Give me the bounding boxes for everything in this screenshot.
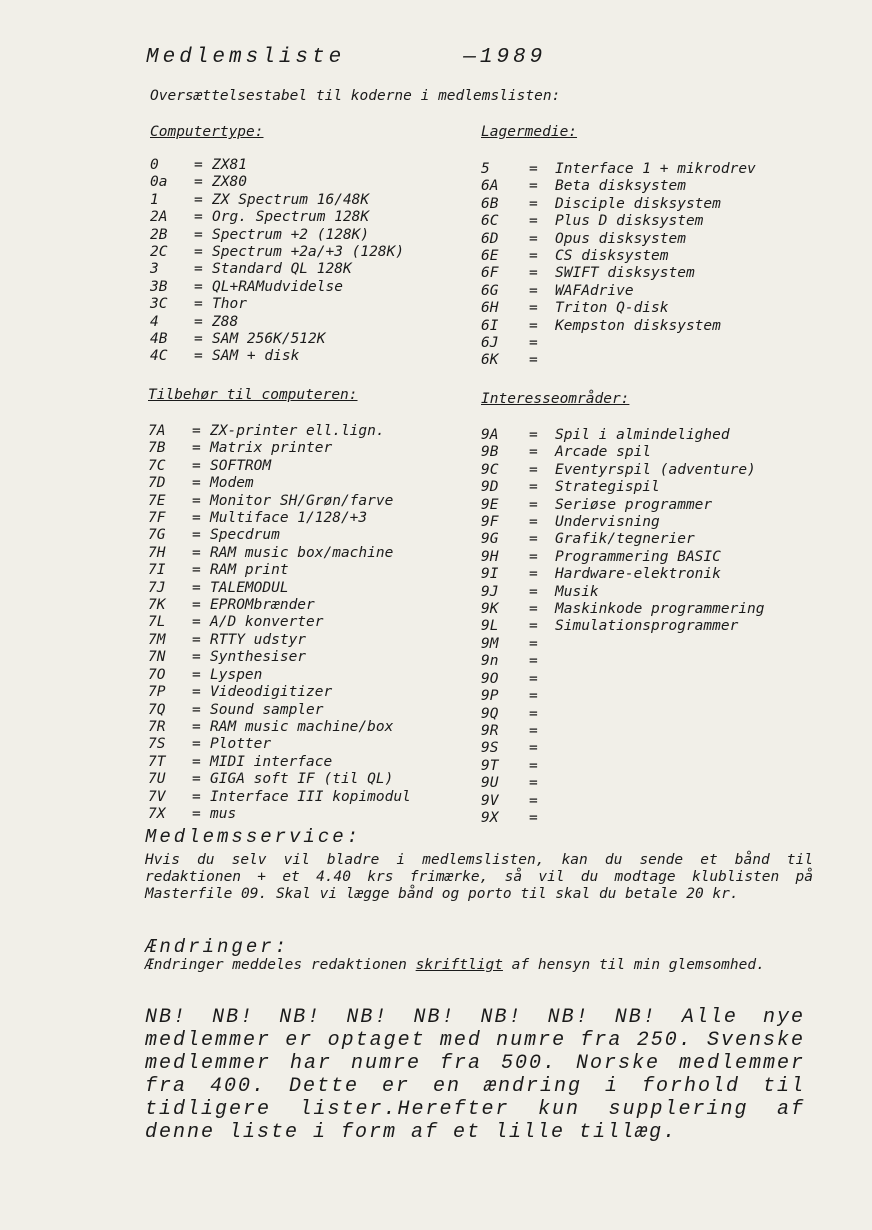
list-item — [481, 740, 765, 757]
item-code: 9M — [481, 635, 499, 652]
list-item — [481, 723, 765, 740]
item-label: GIGA soft IF (til QL) — [210, 771, 394, 788]
item-label: Thor — [212, 296, 247, 313]
item-label: EPROMbrænder — [210, 597, 315, 614]
item-equals: = — [192, 701, 201, 718]
item-code: 7L — [148, 614, 166, 631]
item-code: 7C — [148, 457, 166, 474]
list-item — [148, 510, 411, 527]
list-item — [148, 527, 411, 544]
list-item — [148, 597, 411, 614]
item-code: 6I — [481, 317, 499, 334]
list-item — [481, 213, 756, 230]
item-label: Hardware-elektronik — [555, 566, 721, 583]
item-code: 3 — [150, 261, 159, 278]
item-equals: = — [529, 722, 538, 739]
item-label: Maskinkode programmering — [555, 601, 765, 618]
item-code: 7I — [148, 562, 166, 579]
item-code: 9n — [481, 653, 499, 670]
item-equals: = — [529, 178, 538, 195]
item-code: 9E — [481, 496, 499, 513]
item-code: 6J — [481, 335, 499, 352]
list-item — [481, 444, 765, 461]
list-item — [148, 440, 411, 457]
page-title — [146, 46, 546, 69]
item-equals: = — [529, 444, 538, 461]
list-item — [481, 549, 765, 566]
list-item — [148, 667, 411, 684]
list-item — [481, 497, 765, 514]
list-item — [481, 810, 765, 827]
item-code: 6K — [481, 352, 499, 369]
item-code: 7A — [148, 423, 166, 439]
list-item — [481, 618, 765, 635]
item-code: 4 — [150, 313, 159, 330]
item-label: Sound sampler — [210, 701, 324, 718]
item-label: RTTY udstyr — [210, 631, 307, 648]
item-code: 5 — [481, 161, 490, 177]
list-item — [481, 531, 765, 548]
item-equals: = — [194, 209, 203, 226]
list-item — [148, 702, 411, 719]
item-code: 9T — [481, 757, 499, 774]
list-item — [481, 514, 765, 531]
item-equals: = — [194, 157, 203, 173]
item-equals: = — [192, 562, 201, 579]
item-equals: = — [192, 475, 201, 492]
list-item — [481, 706, 765, 723]
item-equals: = — [192, 597, 201, 614]
item-equals: = — [194, 191, 203, 208]
item-equals: = — [192, 805, 201, 822]
list-item — [148, 719, 411, 736]
item-code: 9C — [481, 461, 499, 478]
item-code: 6E — [481, 248, 499, 265]
item-label: TALEMODUL — [210, 579, 289, 596]
list-item — [148, 684, 411, 701]
changes-heading: Ændringer: — [145, 936, 290, 958]
item-equals: = — [192, 649, 201, 666]
item-equals: = — [529, 775, 538, 792]
item-equals: = — [529, 195, 538, 212]
item-code: 2A — [150, 209, 168, 226]
item-equals: = — [529, 635, 538, 652]
item-equals: = — [529, 300, 538, 317]
item-equals: = — [529, 688, 538, 705]
list-item — [481, 300, 756, 317]
item-equals: = — [194, 244, 203, 261]
item-code: 6F — [481, 265, 499, 282]
item-code: 7H — [148, 544, 166, 561]
item-equals: = — [194, 331, 203, 348]
list-item — [481, 352, 756, 369]
list-item — [150, 296, 404, 313]
item-equals: = — [192, 666, 201, 683]
item-label: Kempston disksystem — [555, 317, 721, 334]
list-item — [148, 458, 411, 475]
list-item — [481, 688, 765, 705]
list-item — [481, 671, 765, 688]
title-text: Medlemsliste — [146, 46, 346, 69]
item-equals: = — [192, 579, 201, 596]
item-equals: = — [529, 335, 538, 352]
list-item — [150, 314, 404, 331]
item-code: 9L — [481, 618, 499, 635]
computer-type-list — [150, 157, 404, 366]
item-label: SWIFT disksystem — [555, 265, 695, 282]
list-item — [481, 653, 765, 670]
list-item — [148, 806, 411, 823]
item-equals: = — [194, 348, 203, 365]
item-equals: = — [192, 614, 201, 631]
item-code: 7U — [148, 771, 166, 788]
item-code: 1 — [150, 191, 159, 208]
item-label: Triton Q-disk — [555, 300, 669, 317]
list-item — [148, 423, 411, 440]
item-equals: = — [192, 771, 201, 788]
item-equals: = — [529, 479, 538, 496]
list-item — [148, 580, 411, 597]
item-equals: = — [192, 510, 201, 527]
item-label: Beta disksystem — [555, 178, 686, 195]
item-equals: = — [192, 753, 201, 770]
list-item — [148, 789, 411, 806]
list-item — [150, 227, 404, 244]
item-code: 7G — [148, 527, 166, 544]
list-item — [481, 427, 765, 444]
item-equals: = — [192, 527, 201, 544]
item-code: 9Q — [481, 705, 499, 722]
item-code: 9B — [481, 444, 499, 461]
item-code: 7J — [148, 579, 166, 596]
item-label: RAM music machine/box — [210, 718, 394, 735]
item-code: 9D — [481, 479, 499, 496]
item-equals: = — [529, 282, 538, 299]
list-item — [148, 649, 411, 666]
list-item — [148, 754, 411, 771]
list-item — [481, 335, 756, 352]
item-code: 7B — [148, 440, 166, 457]
list-item — [481, 793, 765, 810]
item-equals: = — [529, 514, 538, 531]
item-code: 7O — [148, 666, 166, 683]
item-code: 2C — [150, 244, 168, 261]
item-code: 9S — [481, 740, 499, 757]
item-equals: = — [529, 601, 538, 618]
item-code: 9H — [481, 548, 499, 565]
item-code: 6G — [481, 282, 499, 299]
item-label: Synthesiser — [210, 649, 307, 666]
item-label: Modem — [210, 475, 254, 492]
item-equals: = — [529, 531, 538, 548]
list-item — [150, 157, 404, 174]
list-item — [481, 758, 765, 775]
changes-text-before: Ændringer meddeles redaktionen — [145, 957, 416, 973]
item-label: Monitor SH/Grøn/farve — [210, 492, 394, 509]
interests-list — [481, 427, 765, 827]
item-code: 7R — [148, 718, 166, 735]
list-item — [148, 736, 411, 753]
list-item — [148, 632, 411, 649]
item-code: 6C — [481, 213, 499, 230]
item-code: 9V — [481, 792, 499, 809]
item-code: 7S — [148, 736, 166, 753]
item-code: 7P — [148, 684, 166, 701]
item-label: ZX-printer ell.lign. — [210, 423, 385, 439]
item-equals: = — [192, 718, 201, 735]
item-equals: = — [529, 757, 538, 774]
item-equals: = — [529, 809, 538, 826]
item-code: 9J — [481, 583, 499, 600]
nb-notice: NB! NB! NB! NB! NB! NB! NB! NB! Alle nye medlemmer er optaget med numre fra 250. Svenske medlemmer har numre fra 500. Norske medlemmer fra 400. Dette er en ændring i forhold til tidligere lister.Herefter kun supplering af denne liste i form af et lille tillæg. — [145, 1006, 805, 1144]
item-label: Standard QL 128K — [212, 261, 352, 278]
item-label: RAM print — [210, 562, 289, 579]
item-code: 9A — [481, 427, 499, 443]
item-label: Interface III kopimodul — [210, 788, 411, 805]
item-equals: = — [529, 670, 538, 687]
item-equals: = — [529, 230, 538, 247]
item-equals: = — [194, 296, 203, 313]
list-item — [481, 161, 756, 178]
list-item — [150, 209, 404, 226]
list-item — [481, 566, 765, 583]
item-equals: = — [529, 496, 538, 513]
item-equals: = — [529, 461, 538, 478]
service-heading: Medlemsservice: — [145, 826, 362, 848]
item-label: Matrix printer — [210, 440, 333, 457]
item-equals: = — [529, 317, 538, 334]
list-item — [150, 279, 404, 296]
computer-type-heading: Computertype: — [150, 124, 264, 140]
item-code: 9P — [481, 688, 499, 705]
item-label: Lyspen — [210, 666, 263, 683]
item-label: Eventyrspil (adventure) — [555, 461, 756, 478]
list-item — [481, 479, 765, 496]
item-equals: = — [192, 736, 201, 753]
list-item — [481, 318, 756, 335]
storage-list — [481, 161, 756, 370]
list-item — [481, 231, 756, 248]
item-label: Z88 — [212, 313, 239, 330]
item-equals: = — [529, 548, 538, 565]
list-item — [148, 562, 411, 579]
item-code: 3B — [150, 278, 168, 295]
item-label: mus — [210, 805, 237, 822]
list-item — [481, 636, 765, 653]
item-equals: = — [192, 544, 201, 561]
item-code: 7M — [148, 631, 166, 648]
item-equals: = — [194, 261, 203, 278]
list-item — [481, 248, 756, 265]
item-equals: = — [192, 423, 201, 439]
item-label: ZX Spectrum 16/48K — [212, 191, 370, 208]
accessories-heading: Tilbehør til computeren: — [148, 387, 358, 403]
list-item — [148, 475, 411, 492]
item-code: 0 — [150, 157, 159, 173]
item-label: MIDI interface — [210, 753, 333, 770]
item-label: Musik — [555, 583, 599, 600]
list-item — [148, 493, 411, 510]
item-label: QL+RAMudvidelse — [212, 278, 343, 295]
item-label: Programmering BASIC — [555, 548, 721, 565]
item-equals: = — [192, 788, 201, 805]
item-label: WAFAdrive — [555, 282, 634, 299]
list-item — [481, 283, 756, 300]
item-code: 9X — [481, 809, 499, 826]
item-code: 9F — [481, 514, 499, 531]
item-code: 6A — [481, 178, 499, 195]
item-equals: = — [194, 278, 203, 295]
item-label: Simulationsprogrammer — [555, 618, 739, 635]
item-equals: = — [192, 631, 201, 648]
item-label: Opus disksystem — [555, 230, 686, 247]
item-code: 7T — [148, 753, 166, 770]
item-label: CS disksystem — [555, 248, 669, 265]
item-code: 9K — [481, 601, 499, 618]
item-label: Spectrum +2 (128K) — [212, 226, 370, 243]
list-item — [150, 244, 404, 261]
item-label: ZX80 — [212, 174, 247, 191]
accessories-list — [148, 423, 411, 823]
list-item — [481, 601, 765, 618]
item-code: 7F — [148, 510, 166, 527]
item-equals: = — [192, 684, 201, 701]
list-item — [150, 192, 404, 209]
item-equals: = — [529, 618, 538, 635]
item-equals: = — [529, 248, 538, 265]
storage-heading: Lagermedie: — [481, 124, 578, 140]
item-label: Interface 1 + mikrodrev — [555, 161, 756, 177]
item-label: RAM music box/machine — [210, 544, 394, 561]
item-code: 7N — [148, 649, 166, 666]
item-code: 9R — [481, 722, 499, 739]
item-equals: = — [529, 583, 538, 600]
item-label: Disciple disksystem — [555, 195, 721, 212]
item-label: SAM 256K/512K — [212, 331, 326, 348]
item-code: 9G — [481, 531, 499, 548]
interests-heading: Interesseområder: — [481, 391, 630, 407]
item-label: Seriøse programmer — [555, 496, 713, 513]
item-label: Videodigitizer — [210, 684, 333, 701]
item-equals: = — [529, 161, 538, 177]
list-item — [150, 261, 404, 278]
item-label: Spectrum +2a/+3 (128K) — [212, 244, 405, 261]
title-year: —1989 — [463, 46, 547, 69]
item-code: 6H — [481, 300, 499, 317]
item-equals: = — [194, 226, 203, 243]
item-code: 6B — [481, 195, 499, 212]
item-code: 2B — [150, 226, 168, 243]
service-text: Hvis du selv vil bladre i medlemslisten, kan du sende et bånd til redaktionen + et 4.40 krs frimærke, så vil du modtage klublisten på Masterfile 09. Skal vi lægge bånd og porto til skal du betale 20 kr. — [145, 852, 813, 902]
changes-text-underlined: skriftligt — [415, 957, 503, 973]
list-item — [481, 178, 756, 195]
item-label: Strategispil — [555, 479, 660, 496]
item-equals: = — [194, 174, 203, 191]
list-item — [481, 196, 756, 213]
list-item — [481, 265, 756, 282]
item-label: Org. Spectrum 128K — [212, 209, 370, 226]
item-code: 7E — [148, 492, 166, 509]
item-equals: = — [529, 792, 538, 809]
item-code: 7D — [148, 475, 166, 492]
list-item — [150, 331, 404, 348]
item-label: Undervisning — [555, 514, 660, 531]
item-equals: = — [192, 492, 201, 509]
item-code: 7Q — [148, 701, 166, 718]
item-code: 4C — [150, 348, 168, 365]
item-code: 0a — [150, 174, 168, 191]
item-code: 9I — [481, 566, 499, 583]
item-equals: = — [529, 705, 538, 722]
item-label: Arcade spil — [555, 444, 652, 461]
list-item — [148, 771, 411, 788]
item-code: 6D — [481, 230, 499, 247]
item-equals: = — [529, 265, 538, 282]
item-label: SAM + disk — [212, 348, 300, 365]
item-equals: = — [529, 740, 538, 757]
item-code: 7V — [148, 788, 166, 805]
item-label: Plus D disksystem — [555, 213, 704, 230]
item-equals: = — [529, 213, 538, 230]
changes-text-after: af hensyn til min glemsomhed. — [502, 957, 765, 973]
item-equals: = — [529, 653, 538, 670]
list-item — [150, 174, 404, 191]
item-code: 4B — [150, 331, 168, 348]
list-item — [148, 614, 411, 631]
item-label: A/D konverter — [210, 614, 324, 631]
item-equals: = — [529, 566, 538, 583]
list-item — [148, 545, 411, 562]
item-equals: = — [194, 313, 203, 330]
list-item — [481, 584, 765, 601]
item-equals: = — [529, 352, 538, 369]
changes-text — [145, 957, 813, 974]
item-label: Grafik/tegnerier — [555, 531, 695, 548]
item-label: Multiface 1/128/+3 — [210, 510, 368, 527]
item-label: SOFTROM — [210, 457, 272, 474]
item-code: 7K — [148, 597, 166, 614]
item-label: Specdrum — [210, 527, 280, 544]
list-item — [481, 775, 765, 792]
item-equals: = — [529, 427, 538, 443]
list-item — [481, 462, 765, 479]
item-label: ZX81 — [212, 157, 247, 173]
item-code: 9O — [481, 670, 499, 687]
item-code: 9U — [481, 775, 499, 792]
item-label: Plotter — [210, 736, 272, 753]
item-label: Spil i almindelighed — [555, 427, 730, 443]
list-item — [150, 348, 404, 365]
item-equals: = — [192, 440, 201, 457]
item-code: 7X — [148, 805, 166, 822]
item-equals: = — [192, 457, 201, 474]
page-subtitle: Oversættelsestabel til koderne i medlemslisten: — [150, 88, 561, 104]
item-code: 3C — [150, 296, 168, 313]
